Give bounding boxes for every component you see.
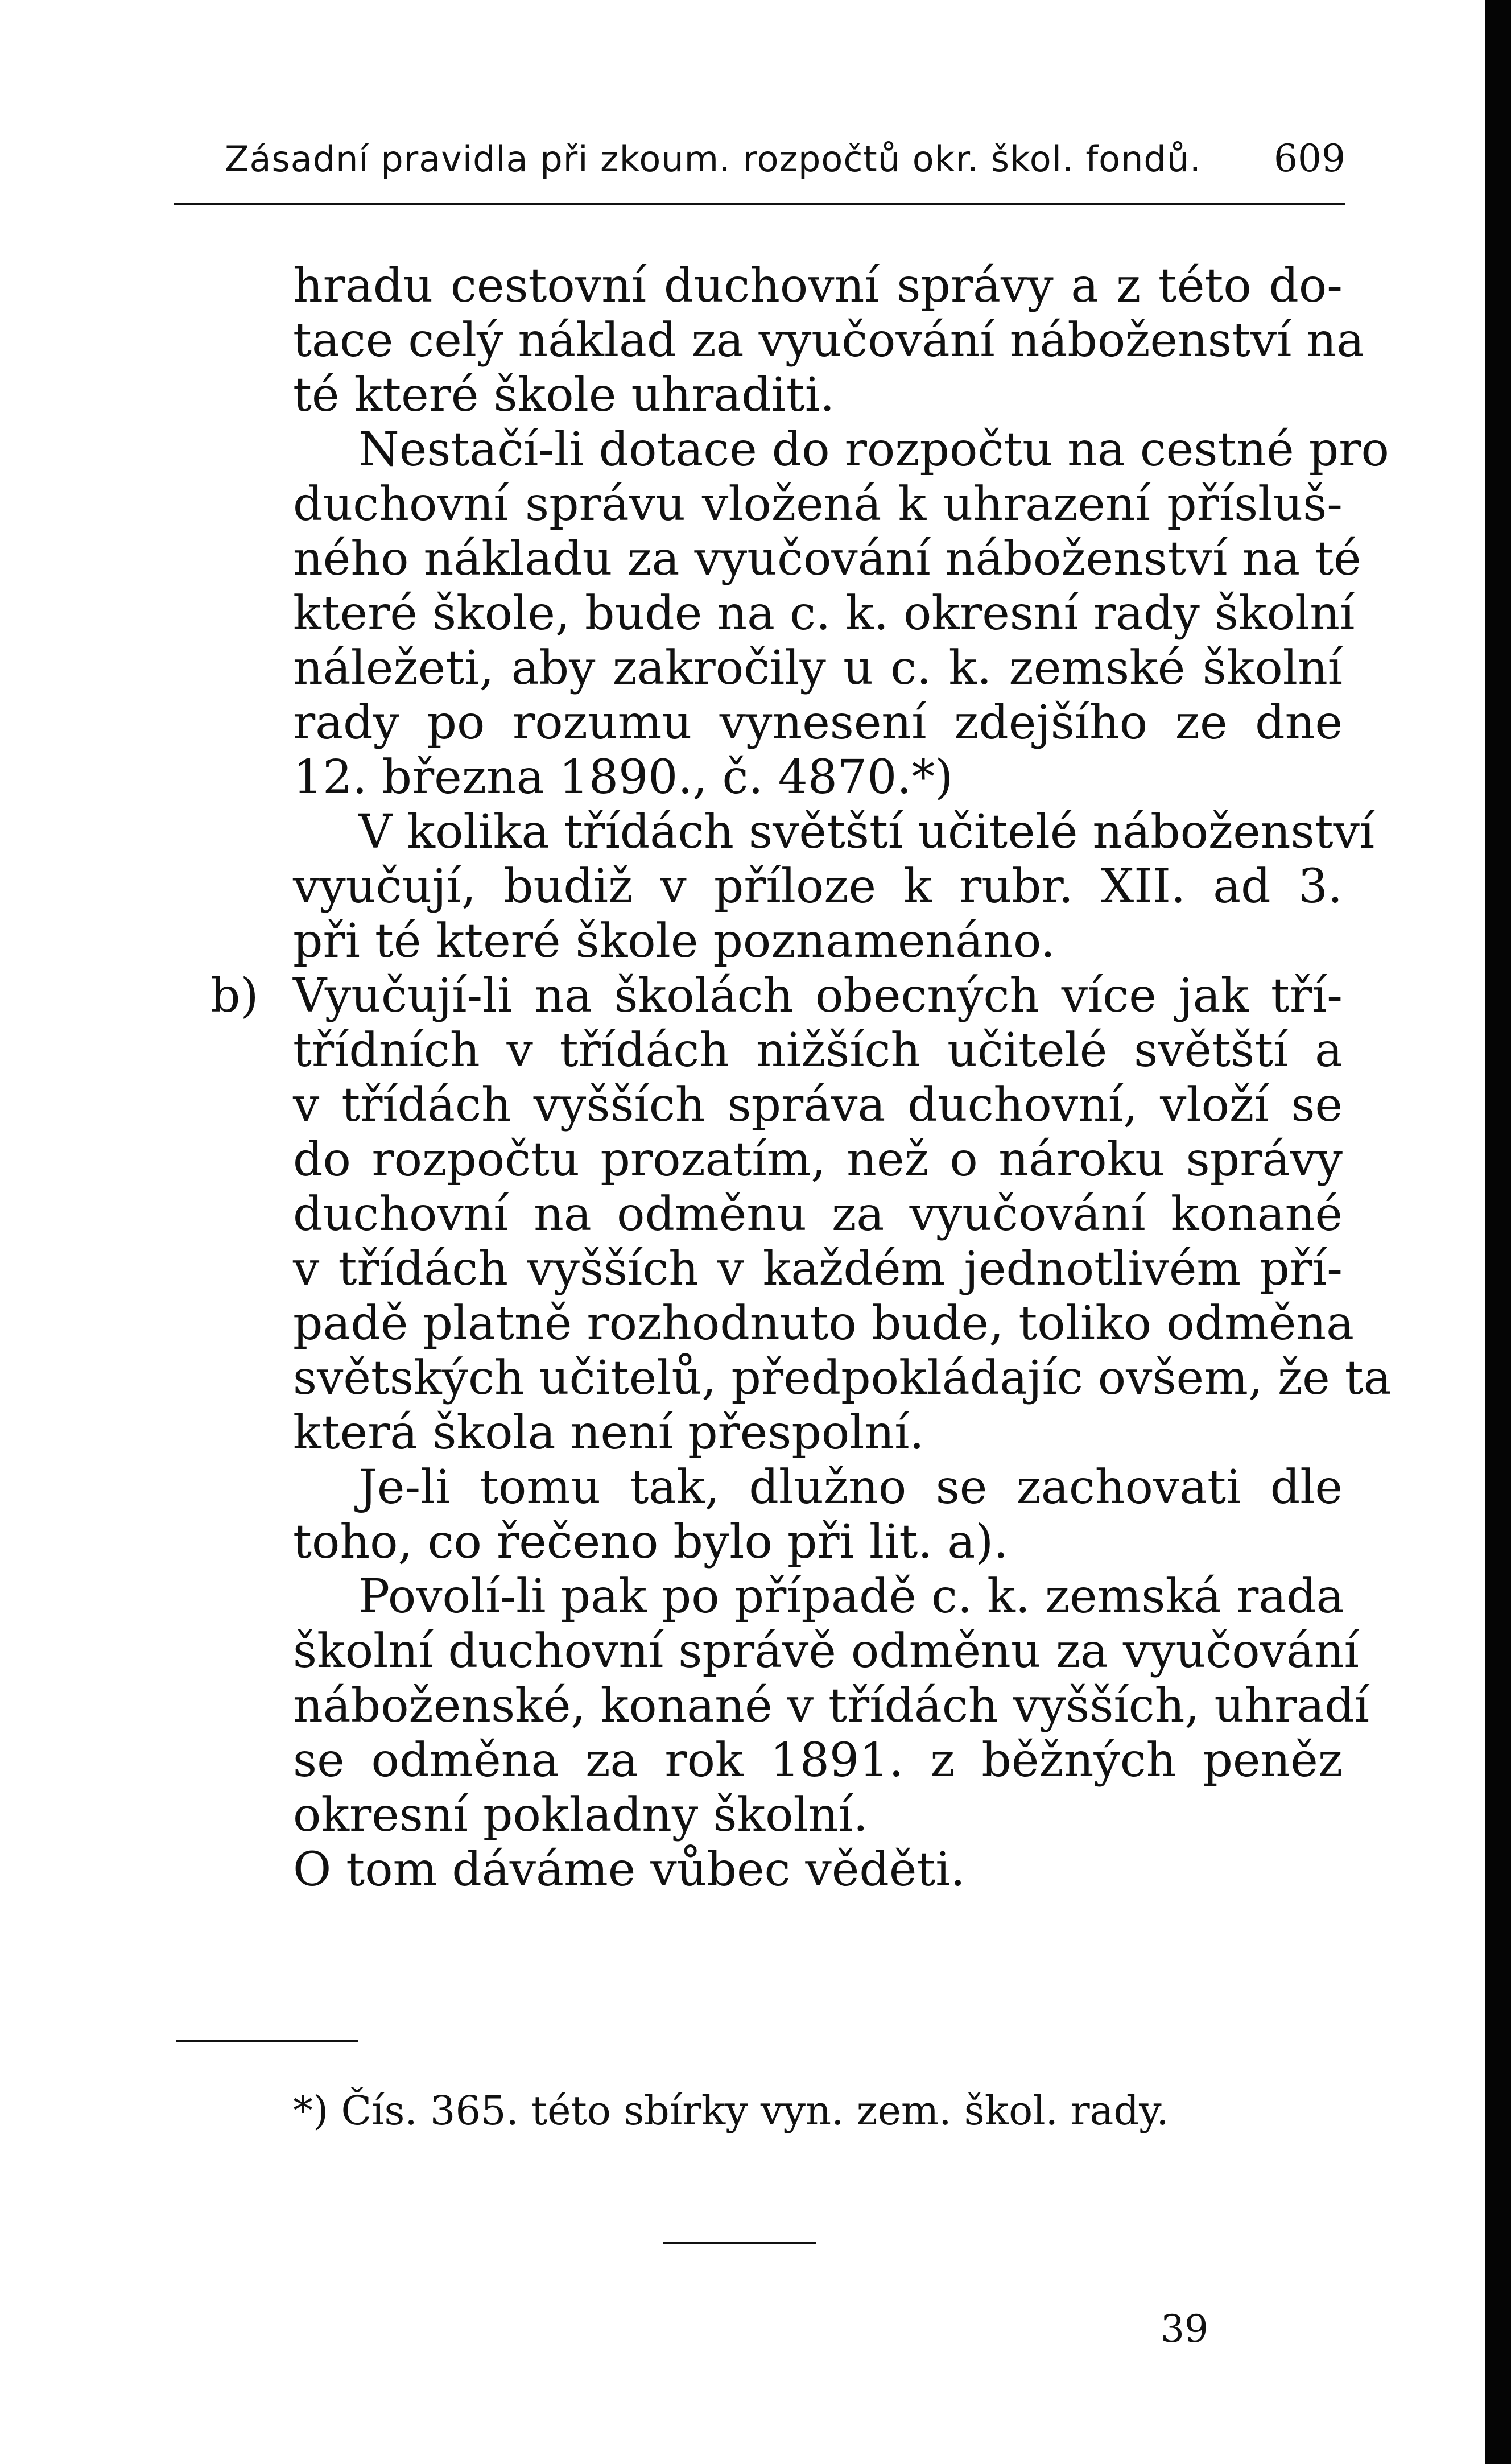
text-line: při té které škole poznamenáno. [293, 914, 1055, 968]
text-line: Vyučují-li na školách obecných více jak tří- [293, 969, 1343, 1023]
footnote: *) Čís. 365. této sbírky vyn. zem. škol. rady. [293, 2087, 1169, 2134]
text-line: která škola není přespolní. [293, 1406, 924, 1460]
text-line: duchovní správu vložená k uhrazení přísluš- [293, 477, 1343, 531]
text-line: náboženské, konané v třídách vyšších, uhradí [293, 1679, 1369, 1733]
text-line: ného nákladu za vyučování náboženství na té [293, 532, 1361, 586]
header-rule [174, 203, 1345, 205]
text-line: padě platně rozhodnuto bude, toliko odměna [293, 1297, 1355, 1351]
text-line: světských učitelů, předpokládajíc ovšem, že ta [293, 1351, 1392, 1405]
body-text [210, 259, 1392, 1897]
text-line: tace celý náklad za vyučování náboženství na [293, 313, 1365, 368]
text-line: té které škole uhraditi. [293, 368, 835, 422]
text-line: okresní pokladny školní. [293, 1788, 868, 1842]
signature-mark: 39 [1161, 2307, 1208, 2351]
text-line: V kolika třídách světští učitelé náboženství [358, 805, 1375, 859]
running-head: Zásadní pravidla při zkoum. rozpočtů okr. škol. fondů. [225, 138, 1202, 180]
text-line: do rozpočtu prozatím, než o nároku správy [293, 1133, 1343, 1187]
text-line: které škole, bude na c. k. okresní rady školní [293, 587, 1355, 641]
text-line: hradu cestovní duchovní správy a z této do- [293, 259, 1343, 313]
text-line: toho, co řečeno bylo při lit. a). [293, 1515, 1009, 1569]
text-line: vyučují, budiž v příloze k rubr. XII. ad 3. [293, 860, 1343, 914]
text-line: náležeti, aby zakročily u c. k. zemské školní [293, 641, 1343, 695]
text-line: Je-li tomu tak, dlužno se zachovati dle [358, 1460, 1343, 1514]
footnote-rule [176, 2040, 358, 2042]
text-line: školní duchovní správě odměnu za vyučování [293, 1624, 1359, 1678]
page-header [225, 137, 1345, 188]
scan-border [1485, 0, 1511, 2464]
text-line: v třídách vyšších správa duchovní, vloží se [293, 1078, 1343, 1132]
item-label: b) [210, 969, 259, 1023]
page-number: 609 [1274, 137, 1345, 180]
text-line: 12. března 1890., č. 4870.*) [293, 750, 953, 804]
text-line: Nestačí-li dotace do rozpočtu na cestné pro [358, 423, 1389, 477]
text-line: se odměna za rok 1891. z běžných peněz [293, 1734, 1343, 1788]
item-b [210, 969, 1343, 1023]
text-line: třídních v třídách nižších učitelé světští a [293, 1023, 1343, 1078]
text-line: O tom dáváme vůbec věděti. [293, 1843, 965, 1897]
bottom-rule [663, 2242, 816, 2244]
text-line: duchovní na odměnu za vyučování konané [293, 1187, 1343, 1241]
text-line: v třídách vyšších v každém jednotlivém pří- [293, 1242, 1343, 1296]
text-line: Povolí-li pak po případě c. k. zemská rada [358, 1570, 1344, 1624]
text-line: rady po rozumu vynesení zdejšího ze dne [293, 696, 1343, 750]
